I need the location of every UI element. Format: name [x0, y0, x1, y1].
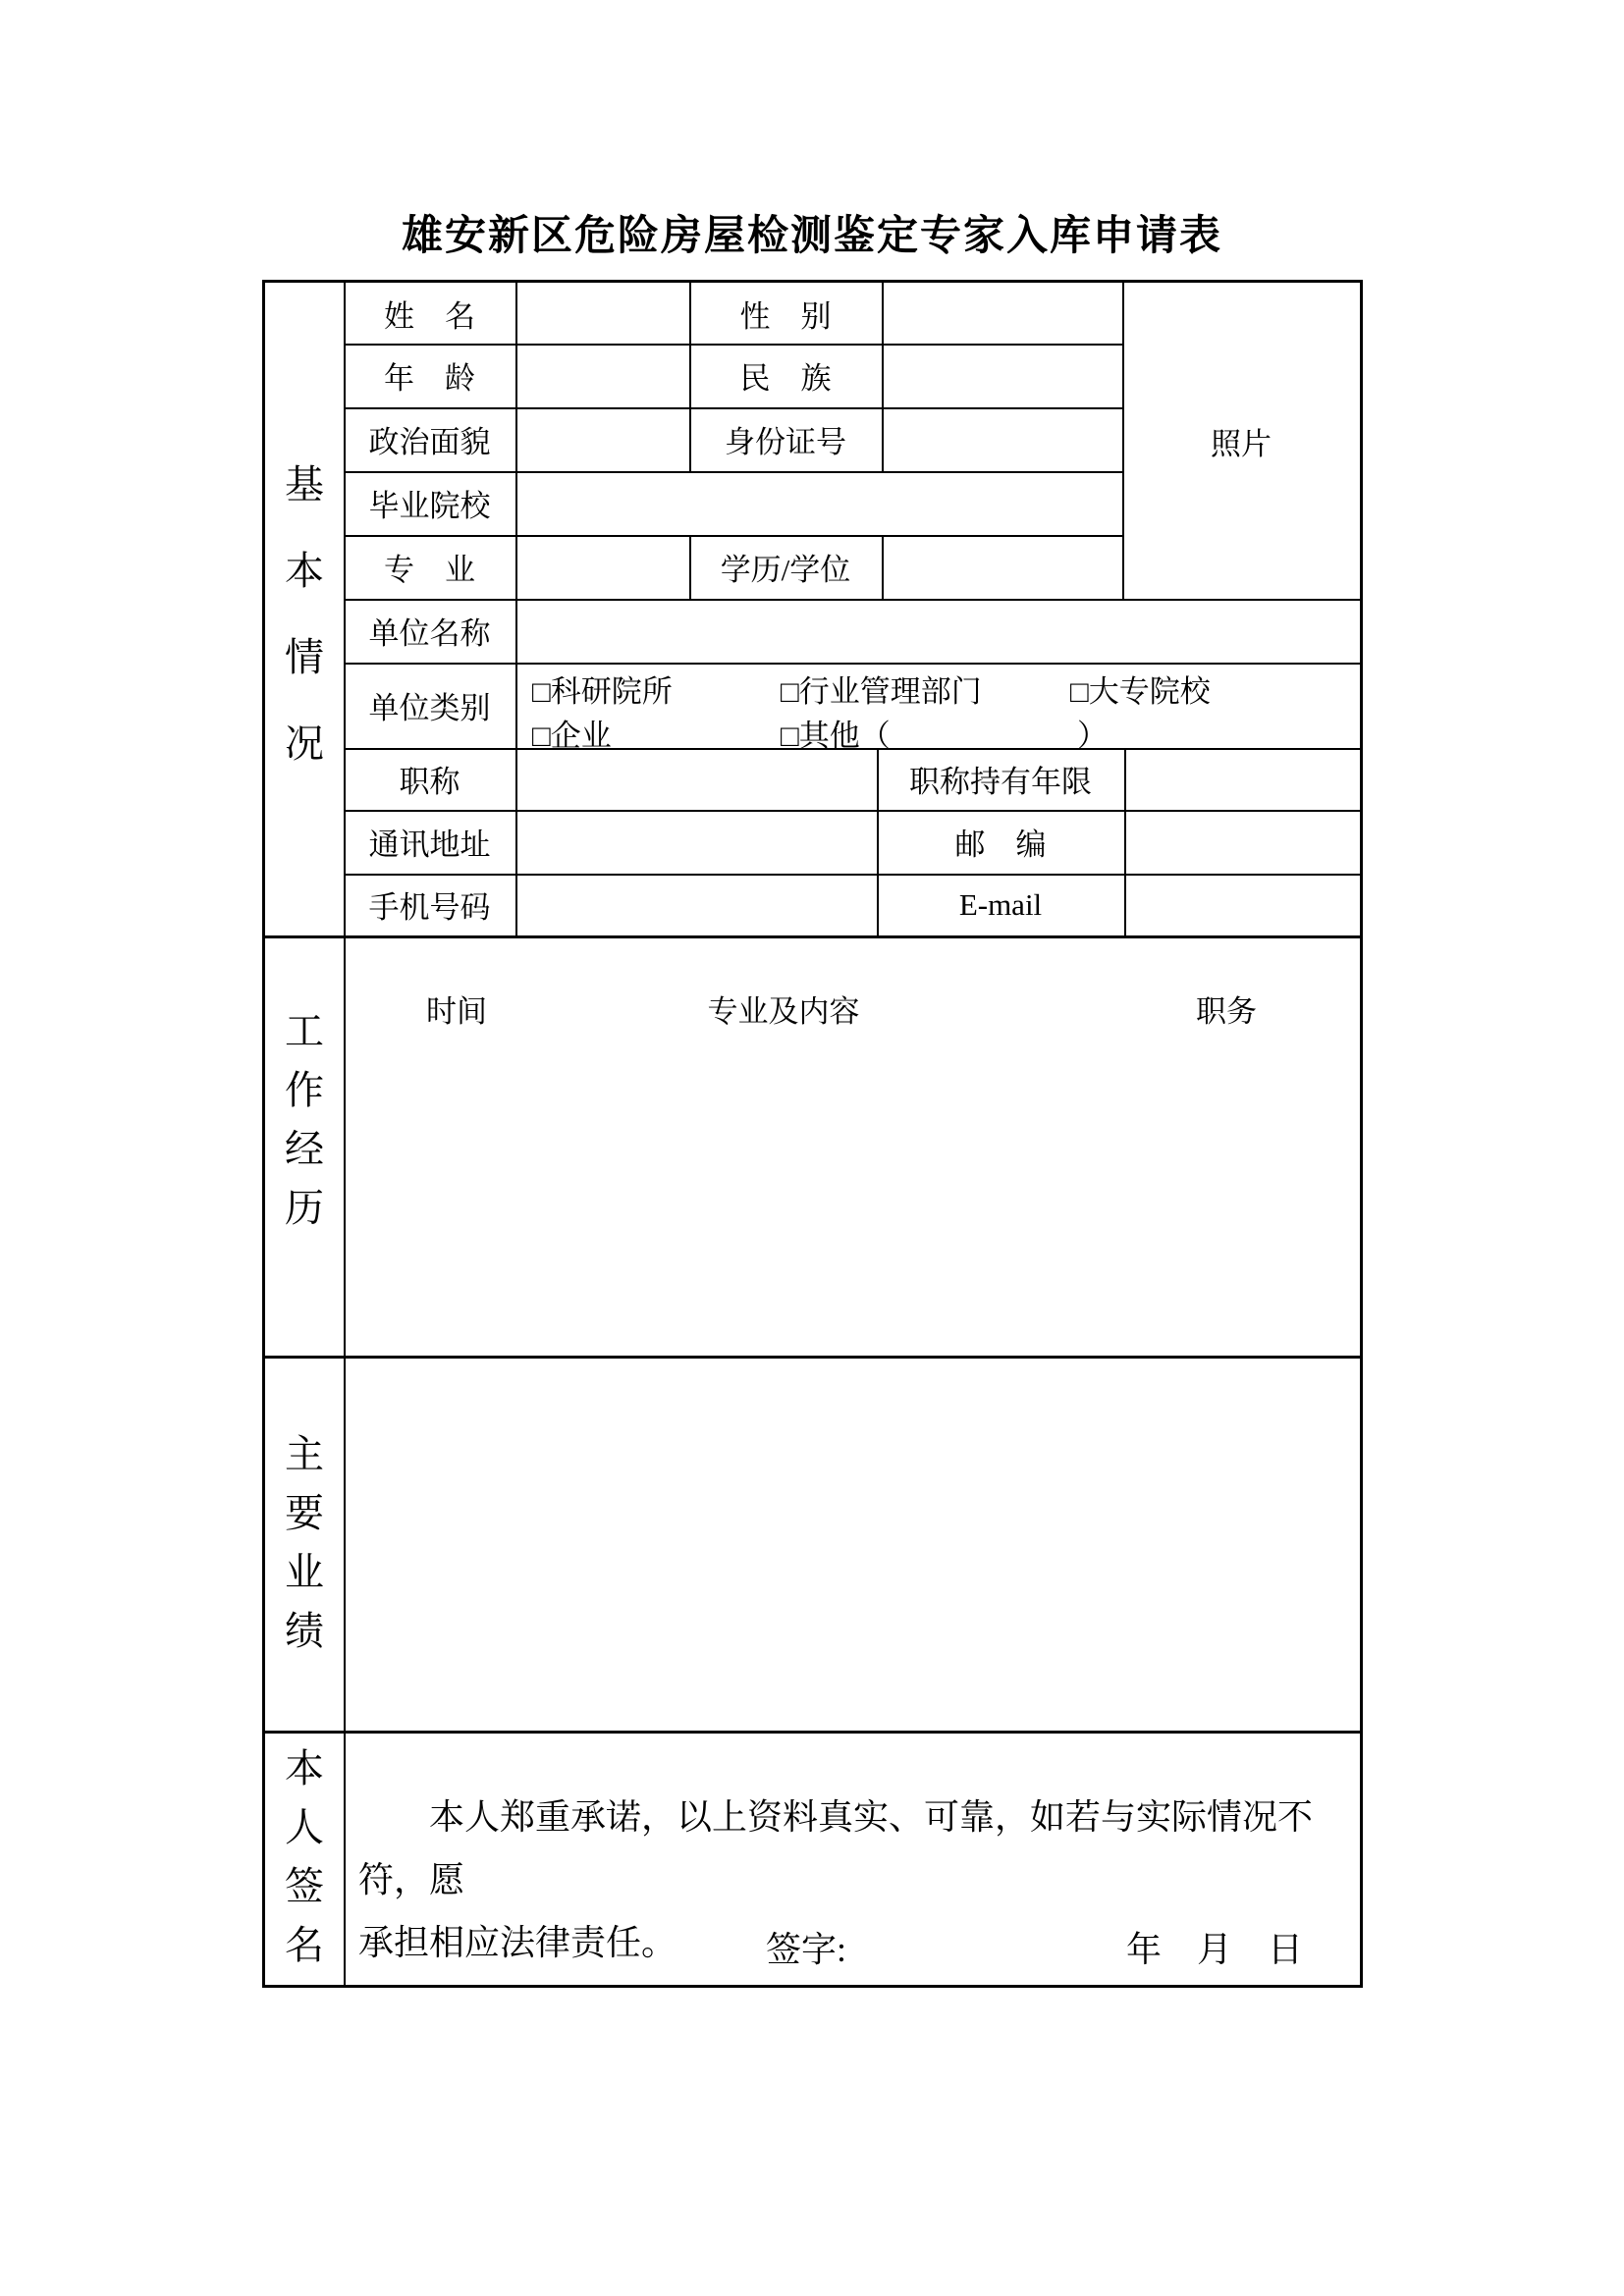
org-type-label: 单位类别 — [368, 691, 491, 725]
work-header-time: 时间 — [426, 994, 487, 1029]
org-name-label: 单位名称 — [368, 616, 491, 651]
section-label-signature: 本人签名 — [285, 1746, 324, 1967]
degree-value-cell[interactable] — [882, 535, 1122, 599]
ethnicity-value-cell[interactable] — [882, 344, 1122, 407]
postcode-value-cell[interactable] — [1124, 810, 1360, 874]
org-name-value-cell[interactable] — [515, 599, 1360, 663]
section-divider — [265, 1731, 1360, 1734]
checkbox-option-other-close-paren: ） — [1077, 719, 1108, 753]
degree-label: 学历/学位 — [720, 553, 851, 587]
id-number-value-cell[interactable] — [882, 407, 1122, 471]
section-divider — [265, 935, 1360, 938]
checkbox-option-other[interactable]: □其他（ — [781, 719, 891, 753]
mobile-label: 手机号码 — [368, 890, 491, 925]
checkbox-option-research[interactable]: □科研院所 — [532, 674, 673, 709]
political-status-label: 政治面貌 — [368, 425, 491, 459]
photo-cell[interactable]: 照片 — [1211, 426, 1272, 461]
declaration-line-2: 承担相应法律责任。 — [358, 1923, 677, 1962]
checkbox-option-industry[interactable]: □行业管理部门 — [781, 674, 982, 709]
work-entries-area[interactable] — [344, 1029, 1360, 1356]
school-value-cell[interactable] — [515, 471, 1122, 535]
age-value-cell[interactable] — [515, 344, 689, 407]
email-value-cell[interactable] — [1124, 874, 1360, 935]
major-label: 专 业 — [384, 553, 475, 587]
work-header-position: 职务 — [1196, 994, 1257, 1029]
ethnicity-label: 民 族 — [739, 361, 832, 396]
address-value-cell[interactable] — [515, 810, 877, 874]
id-number-label: 身份证号 — [725, 425, 846, 459]
sign-here-label[interactable]: 签字: — [766, 1930, 847, 1969]
date-label[interactable]: 年 月 日 — [1126, 1930, 1304, 1969]
gender-value-cell[interactable] — [882, 283, 1122, 344]
application-form-table — [262, 280, 1363, 1988]
title-years-label: 职称持有年限 — [909, 765, 1092, 799]
email-label: E-mail — [958, 886, 1043, 922]
postcode-label: 邮 编 — [954, 828, 1047, 862]
work-header-content: 专业及内容 — [707, 994, 860, 1029]
gender-label: 性 别 — [739, 298, 832, 334]
section-label-work-experience: 工作经历 — [285, 1009, 324, 1230]
political-status-value-cell[interactable] — [515, 407, 689, 471]
section-label-basic-info: 基本情况 — [285, 462, 324, 766]
address-label: 通讯地址 — [368, 828, 491, 862]
checkbox-option-college[interactable]: □大专院校 — [1070, 674, 1211, 709]
name-value-cell[interactable] — [515, 283, 689, 344]
achievements-area[interactable] — [344, 1356, 1360, 1731]
name-label: 姓 名 — [384, 298, 475, 334]
mobile-value-cell[interactable] — [515, 874, 877, 935]
school-label: 毕业院校 — [368, 489, 491, 523]
major-value-cell[interactable] — [515, 535, 689, 599]
job-title-value-cell[interactable] — [515, 748, 877, 810]
title-years-value-cell[interactable] — [1124, 748, 1360, 810]
declaration-line-1: 本人郑重承诺，以上资料真实、可靠，如若与实际情况不符，愿 — [358, 1797, 1314, 1899]
checkbox-option-enterprise[interactable]: □企业 — [532, 719, 612, 753]
job-title-label: 职称 — [399, 765, 460, 799]
section-label-achievements: 主要业绩 — [285, 1432, 324, 1653]
age-label: 年 龄 — [384, 361, 475, 396]
form-title: 雄安新区危险房屋检测鉴定专家入库申请表 — [401, 214, 1222, 259]
